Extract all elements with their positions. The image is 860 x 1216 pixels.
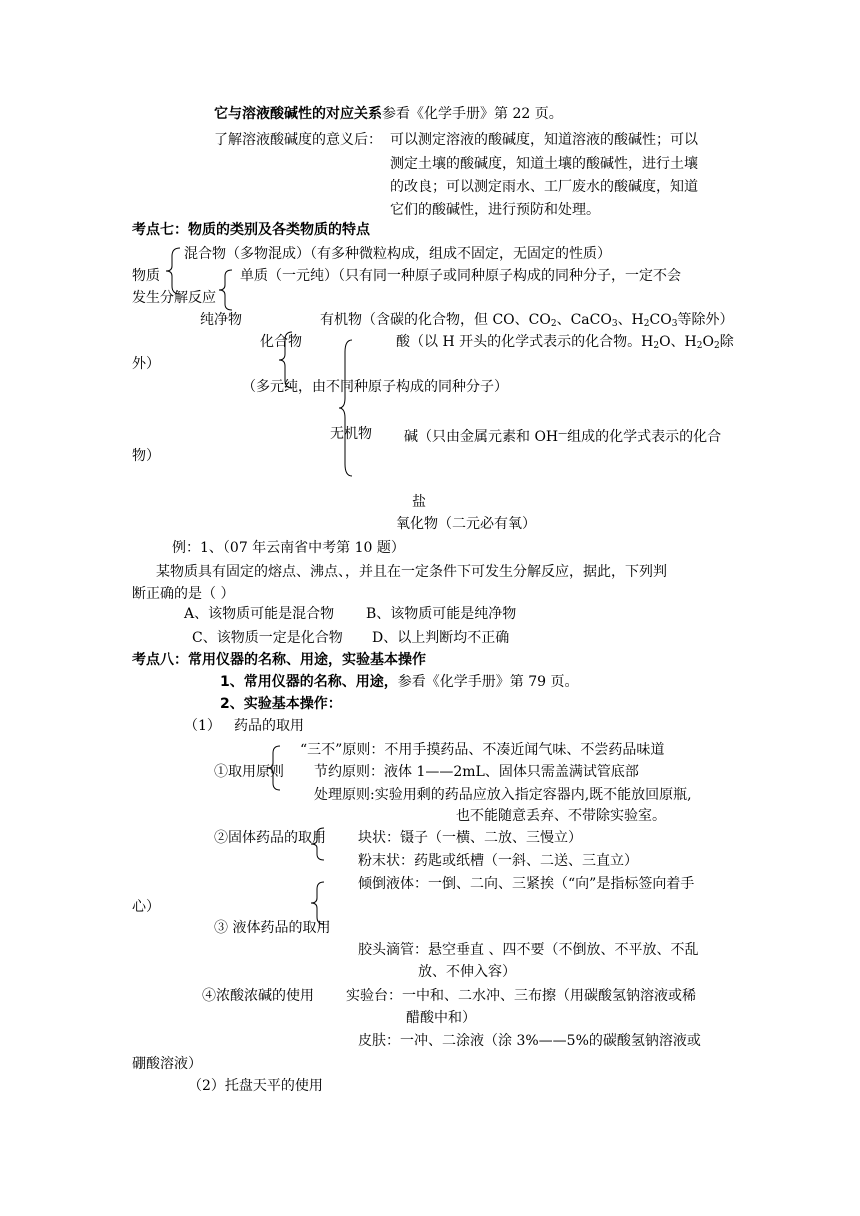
dropper-1: 胶头滴管：悬空垂直 、四不要（不倒放、不平放、不乱 [358,942,699,958]
acid-sub-3: 2 [713,341,720,351]
organic-mid-2: 、H [617,312,644,328]
dropper-2: 放、不伸入容） [418,964,516,980]
intro-bold: 它与溶液酸碱性的对应关系 [214,106,382,122]
option-c: C、该物质一定是化合物 [192,630,343,646]
option-d: D、以上判断均不正确 [372,630,510,646]
organic-mid-3: CO [649,312,672,328]
organic-mid-1: 、CaCO [556,312,612,328]
bench-2: 醋酸中和） [406,1010,476,1026]
acid-base-label: ④浓酸浓碱的使用 [202,988,314,1004]
sub-1-text: 药品的取用 [234,718,304,734]
sub-2: （2）托盘天平的使用 [188,1078,323,1094]
intro-line-4: 的改良；可以测定雨水、工厂废水的酸碱度，知道 [390,179,698,195]
item-1-bold: 1、常用仪器的名称、用途， [220,674,398,690]
organic-end: 等除外） [677,312,734,328]
brace-inorganic [338,338,354,478]
example-label: 例：1、（07 年云南省中考第 10 题） [172,540,405,556]
rule-handle-2: 也不能随意丢弃、不带除实验室。 [456,808,666,824]
base-cont: 物） [132,448,160,464]
liquid-label: ③ 液体药品的取用 [214,920,331,936]
organic-text: 有机物（含碳的化合物，但 CO、CO [320,312,551,328]
base-text: 碱（只由金属元素和 OH [404,429,559,445]
rule-handle-1: 处理原则:实验用剩的药品应放入指定容器内,既不能放回原瓶, [314,787,692,803]
organic-line [320,310,733,334]
option-b: B、该物质可能是纯净物 [366,606,517,622]
take-label: ①取用原则 [214,764,284,780]
base-sup: — [558,429,568,439]
solid-block: 块状：镊子（一横、二放、三慢立） [358,830,582,846]
liquid-pour-2: 心） [132,899,160,915]
option-a: A、该物质可能是混合物 [184,606,335,622]
section-7-heading: 考点七：物质的类别及各类物质的特点 [132,222,370,238]
intro-line-3: 测定土壤的酸碱度，知道土壤的酸碱性，进行土壤 [390,156,698,172]
element-line: 单质（一元纯）（只有同一种原子或同种原子构成的同种分子，一定不会 [240,268,681,284]
organic-sub-2: 3 [611,319,618,329]
skin-2: 硼酸溶液） [132,1056,202,1072]
acid-mid-2: O [702,334,714,350]
solid-label: ②固体药品的取用 [214,830,326,846]
organic-sub-1: 2 [550,319,557,329]
compound-note: （多元纯，由不同种原子构成的同种分子） [242,379,508,395]
solid-powder: 粉末状：药匙或纸槽（一斜、二送、三直立） [358,853,638,869]
base-end: 组成的化学式表示的化合 [567,429,722,445]
base-line [404,424,721,447]
question-line-2: 断正确的是（ ） [132,586,235,602]
question-line-1: 某物质具有固定的熔点、沸点、，并且在一定条件下可发生分解反应，据此，下列判 [156,564,667,580]
acid-mid: O、H [659,334,697,350]
bench-1: 实验台：一中和、二水冲、三布擦（用碳酸氢钠溶液或稀 [346,988,696,1004]
acid-line [396,332,734,356]
element-cont: 发生分解反应 [132,290,216,306]
item-2: 2、实验基本操作： [220,696,342,712]
pure-label: 纯净物 [200,312,242,328]
intro-line-5: 它们的酸碱性，进行预防和处理。 [390,202,600,218]
compound-label: 化合物 [260,334,302,350]
rule-sanbu: “三不”原则：不用手摸药品、不凑近闻气味、不尝药品味道 [300,742,665,758]
item-1 [220,672,578,692]
acid-cont: 外） [132,356,160,372]
mixture-line: 混合物（多物混成）（有多种微粒构成，组成不固定，无固定的性质） [184,246,611,262]
salt-label: 盐 [412,494,426,510]
acid-end: 除 [719,334,734,350]
item-1-ref: 参看《化学手册》第 79 页。 [397,674,579,690]
acid-sub-2: 2 [696,341,703,351]
intro-ref: 参看《化学手册》第 22 页。 [382,106,563,122]
brace-pure [218,268,234,312]
organic-sub-3: 2 [643,319,650,329]
intro-line-1 [214,104,563,124]
matter-label: 物质 [132,268,160,284]
intro-line-2-lead: 了解溶液酸碱度的意义后： [214,132,382,148]
section-8-heading: 考点八：常用仪器的名称、用途，实验基本操作 [132,652,426,668]
inorganic-label: 无机物 [330,426,372,442]
sub-1-number: （1） [184,718,221,734]
acid-text: 酸（以 H 开头的化学式表示的化合物。H [396,334,654,350]
oxide-label: 氧化物（二元必有氧） [396,516,536,532]
liquid-pour-1: 倾倒液体：一倒、二向、三紧挨（“向”是指标签向着手 [358,876,695,892]
intro-line-2: 可以测定溶液的酸碱度，知道溶液的酸碱性；可以 [390,132,698,148]
organic-sub-4: 3 [671,319,678,329]
skin-1: 皮肤：一冲、二涂液（涂 3%——5%的碳酸氢钠溶液或 [358,1033,701,1049]
rule-save: 节约原则：液体 1——2mL、固体只需盖满试管底部 [314,764,639,780]
acid-sub-1: 2 [653,341,660,351]
